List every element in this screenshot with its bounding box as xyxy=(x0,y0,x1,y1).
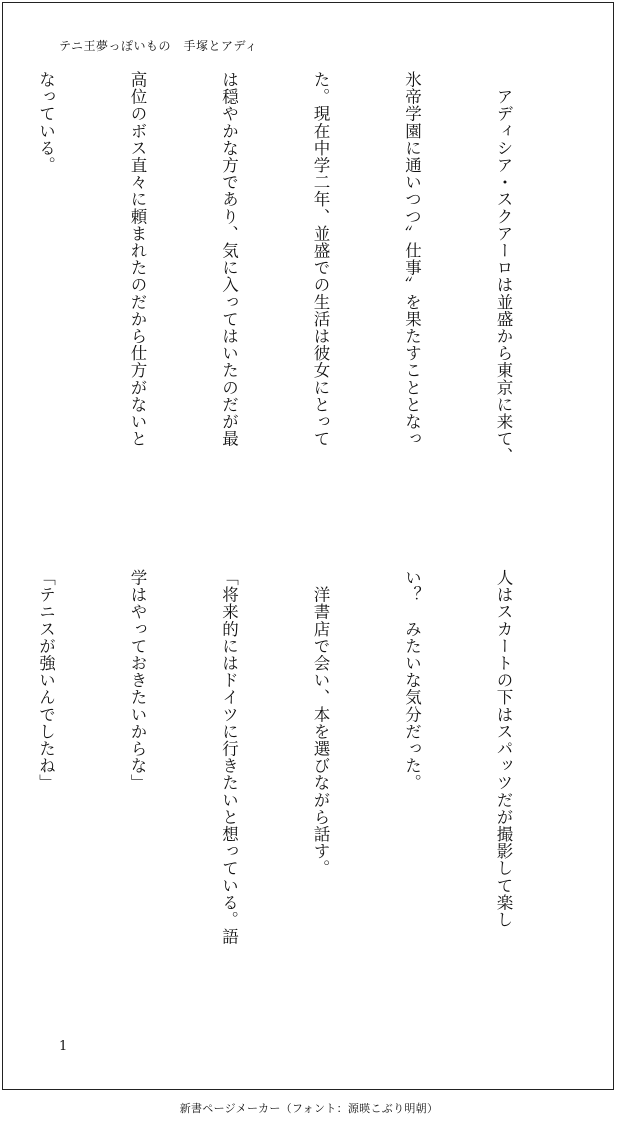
footer-credit: 新書ページメーカー（フォント：源暎こぶり明朝） xyxy=(179,1102,439,1115)
text-line: 高位のボス直々に頼まれたのだから仕方がないと xyxy=(128,71,147,448)
text-line: アディシア・スクアーロは並盛から東京に来て、 xyxy=(494,71,513,465)
text-block-top xyxy=(36,71,579,531)
text-line: 氷帝学園に通いつつ〞仕事〞を果たすこととなっ xyxy=(402,71,422,448)
text-line: 学はやっておきたいからな」 xyxy=(128,569,147,792)
text-line: なっている。 xyxy=(36,71,56,174)
text-line: 「将来的にはドイツに行きたいと想っている。語 xyxy=(219,569,239,946)
text-line: は穏やかな方であり、気に入ってはいたのだが最 xyxy=(219,71,239,448)
text-line: 「テニスが強いんでしたね」 xyxy=(36,569,56,792)
text-line: 人はスカートの下はスパッツだが撮影して楽し xyxy=(494,569,513,929)
text-line: い？ みたいな気分だった。 xyxy=(402,569,422,792)
page-number: 1 xyxy=(59,1039,68,1054)
page-header-title: テニ王夢っぽいもの 手塚とアディ xyxy=(59,39,258,53)
text-line: た。現在中学二年、並盛での生活は彼女にとって xyxy=(311,71,330,448)
book-page xyxy=(2,2,614,1090)
text-block-bottom xyxy=(36,569,579,1029)
text-line: 洋書店で会い、本を選びながら話す。 xyxy=(311,569,330,877)
